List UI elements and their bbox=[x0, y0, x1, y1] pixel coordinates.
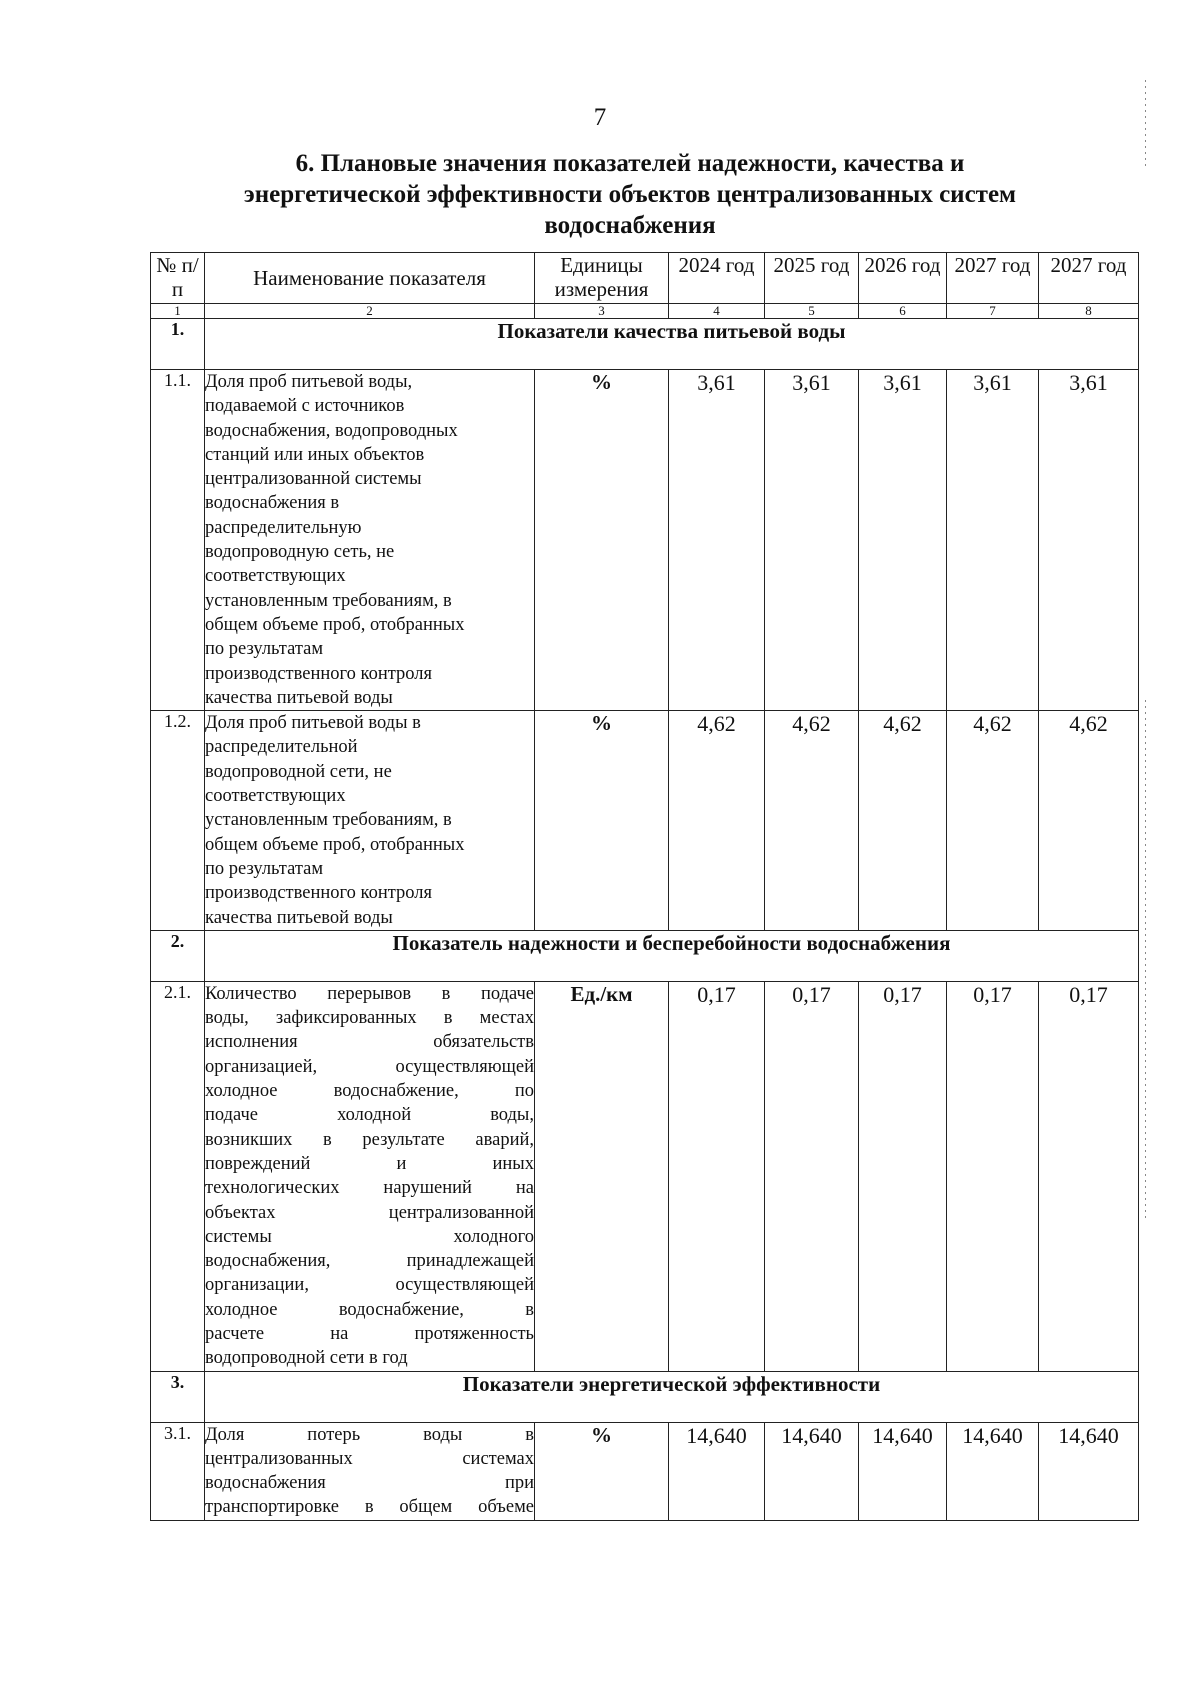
title-line-1: 6. Плановые значения показателей надежности, качества и bbox=[295, 150, 965, 177]
name-line: соответствующих bbox=[205, 786, 346, 807]
name-line: Доля проб питьевой воды, bbox=[205, 372, 413, 392]
header-year: 2027 год bbox=[1039, 253, 1139, 304]
name-line: установленным требованиям, в bbox=[205, 590, 452, 611]
value-2027: 3,61 bbox=[947, 370, 1039, 711]
indicators-table bbox=[150, 252, 1139, 1521]
value-2025: 3,61 bbox=[765, 370, 859, 711]
name-line: по результатам bbox=[205, 858, 324, 879]
section-number: 3. bbox=[151, 1371, 205, 1422]
row-number: 2.1. bbox=[151, 981, 205, 1371]
value-2027: 14,640 bbox=[947, 1422, 1039, 1520]
name-line: водоснабжения в bbox=[205, 493, 340, 514]
unit: % bbox=[535, 370, 669, 711]
table-row bbox=[151, 711, 1139, 931]
value-2024: 4,62 bbox=[669, 711, 765, 931]
column-number: 7 bbox=[947, 304, 1039, 319]
section-title: Показатель надежности и бесперебойности водоснабжения bbox=[205, 930, 1139, 981]
name-line: подаче холодной воды, bbox=[205, 1105, 534, 1126]
section-row-energy bbox=[151, 1371, 1139, 1422]
value-2027b: 0,17 bbox=[1039, 981, 1139, 1371]
name-line: станций или иных объектов bbox=[205, 444, 425, 465]
name-line: холодное водоснабжение, по bbox=[205, 1081, 534, 1102]
name-line: транспортировке в общем объеме bbox=[205, 1497, 534, 1518]
column-number-row bbox=[151, 304, 1139, 319]
name-line: холодное водоснабжение, в bbox=[205, 1299, 534, 1320]
unit: Ед./км bbox=[535, 981, 669, 1371]
table-header-row bbox=[151, 253, 1139, 304]
section-number: 2. bbox=[151, 930, 205, 981]
name-line: водоснабжения при bbox=[205, 1473, 534, 1494]
name-line: организации, осуществляющей bbox=[205, 1275, 534, 1296]
header-name: Наименование показателя bbox=[205, 253, 535, 304]
row-number: 1.1. bbox=[151, 370, 205, 711]
value-2024: 3,61 bbox=[669, 370, 765, 711]
name-line: возникших в результате аварий, bbox=[205, 1129, 534, 1150]
name-line: производственного контроля bbox=[205, 663, 433, 684]
name-line: распределительную bbox=[205, 517, 362, 538]
column-number: 2 bbox=[205, 304, 535, 319]
name-line: по результатам bbox=[205, 639, 324, 660]
name-line: водопроводной сети в год bbox=[205, 1348, 408, 1369]
value-2025: 4,62 bbox=[765, 711, 859, 931]
name-line: качества питьевой воды bbox=[205, 687, 393, 708]
name-line: Доля проб питьевой воды в bbox=[205, 713, 421, 734]
value-2027: 0,17 bbox=[947, 981, 1039, 1371]
name-line: организацией, осуществляющей bbox=[205, 1056, 534, 1077]
name-line: Количество перерывов в подаче bbox=[205, 983, 534, 1004]
indicator-name bbox=[205, 1422, 535, 1520]
name-line: распределительной bbox=[205, 737, 358, 758]
name-line: повреждений и иных bbox=[205, 1153, 534, 1174]
name-line: водопроводную сеть, не bbox=[205, 542, 395, 563]
column-number: 5 bbox=[765, 304, 859, 319]
name-line: воды, зафиксированных в местах bbox=[205, 1008, 534, 1029]
name-line: объектах централизованной bbox=[205, 1202, 534, 1223]
scan-edge-mark bbox=[1145, 700, 1146, 1220]
header-num: № п/п bbox=[151, 253, 205, 304]
page-number: 7 bbox=[593, 104, 607, 131]
value-2026: 14,640 bbox=[859, 1422, 947, 1520]
section-number: 1. bbox=[151, 319, 205, 370]
column-number: 3 bbox=[535, 304, 669, 319]
name-line: производственного контроля bbox=[205, 883, 433, 904]
header-year: 2025 год bbox=[765, 253, 859, 304]
header-year: 2024 год bbox=[669, 253, 765, 304]
scan-edge-mark bbox=[1145, 80, 1146, 170]
name-line: водоснабжения, принадлежащей bbox=[205, 1251, 534, 1272]
header-unit: Единицы измерения bbox=[535, 253, 669, 304]
unit: % bbox=[535, 1422, 669, 1520]
name-line: подаваемой с источников bbox=[205, 396, 405, 417]
name-line: установленным требованиям, в bbox=[205, 810, 452, 831]
name-line: Доля потерь воды в bbox=[205, 1424, 534, 1445]
name-line: водопроводной сети, не bbox=[205, 761, 392, 782]
title-line-2: энергетической эффективности объектов централизованных систем bbox=[243, 181, 1017, 208]
name-line: исполнения обязательств bbox=[205, 1032, 534, 1053]
table-row bbox=[151, 370, 1139, 711]
column-number: 1 bbox=[151, 304, 205, 319]
name-line: водоснабжения, водопроводных bbox=[205, 420, 458, 441]
header-year: 2026 год bbox=[859, 253, 947, 304]
name-line: централизованных системах bbox=[205, 1448, 534, 1469]
section-title: Показатели качества питьевой воды bbox=[205, 319, 1139, 370]
value-2025: 0,17 bbox=[765, 981, 859, 1371]
unit: % bbox=[535, 711, 669, 931]
table-row bbox=[151, 1422, 1139, 1520]
column-number: 4 bbox=[669, 304, 765, 319]
name-line: технологических нарушений на bbox=[205, 1178, 534, 1199]
indicator-name bbox=[205, 981, 535, 1371]
column-number: 8 bbox=[1039, 304, 1139, 319]
indicator-name bbox=[205, 370, 535, 711]
row-number: 1.2. bbox=[151, 711, 205, 931]
name-line: общем объеме проб, отобранных bbox=[205, 834, 465, 855]
document-title bbox=[150, 148, 1110, 241]
value-2027: 4,62 bbox=[947, 711, 1039, 931]
table-row bbox=[151, 981, 1139, 1371]
value-2027b: 4,62 bbox=[1039, 711, 1139, 931]
name-line: общем объеме проб, отобранных bbox=[205, 614, 465, 635]
column-number: 6 bbox=[859, 304, 947, 319]
name-line: централизованной системы bbox=[205, 469, 422, 490]
section-title: Показатели энергетической эффективности bbox=[205, 1371, 1139, 1422]
name-line: системы холодного bbox=[205, 1226, 534, 1247]
value-2027b: 14,640 bbox=[1039, 1422, 1139, 1520]
value-2024: 0,17 bbox=[669, 981, 765, 1371]
header-year: 2027 год bbox=[947, 253, 1039, 304]
title-line-3: водоснабжения bbox=[544, 212, 716, 239]
section-row-reliability bbox=[151, 930, 1139, 981]
value-2026: 3,61 bbox=[859, 370, 947, 711]
value-2025: 14,640 bbox=[765, 1422, 859, 1520]
value-2026: 4,62 bbox=[859, 711, 947, 931]
section-row-quality bbox=[151, 319, 1139, 370]
name-line: расчете на протяженность bbox=[205, 1323, 534, 1344]
value-2026: 0,17 bbox=[859, 981, 947, 1371]
value-2027b: 3,61 bbox=[1039, 370, 1139, 711]
name-line: качества питьевой воды bbox=[205, 907, 393, 928]
row-number: 3.1. bbox=[151, 1422, 205, 1520]
name-line: соответствующих bbox=[205, 566, 346, 587]
value-2024: 14,640 bbox=[669, 1422, 765, 1520]
indicator-name bbox=[205, 711, 535, 931]
